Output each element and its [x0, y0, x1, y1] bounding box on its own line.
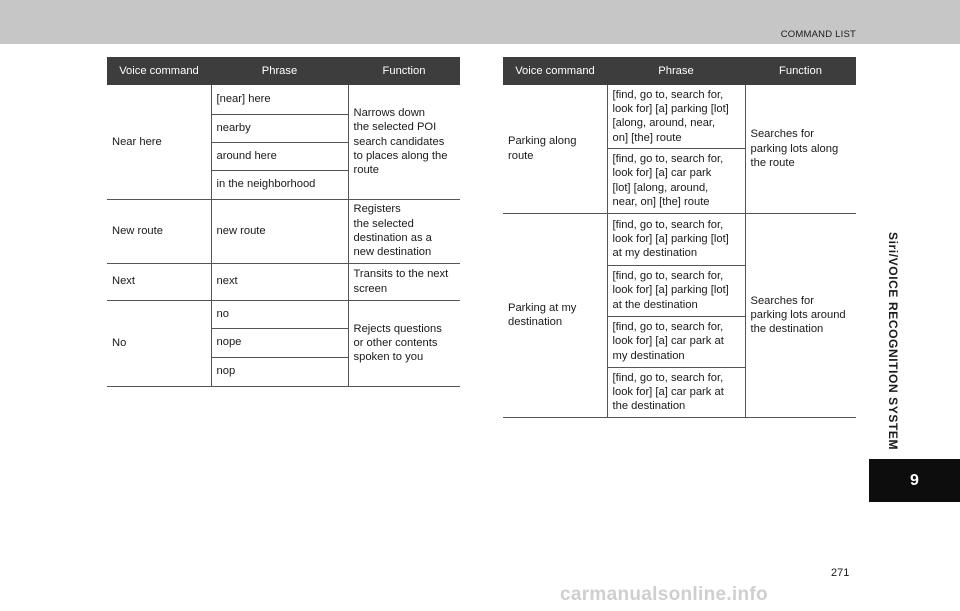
phrase-text: [find, go to, search for, look for] [a] parking [lot] at the destination [612, 270, 729, 311]
table-row [107, 199, 460, 263]
phrase-cell [211, 328, 348, 357]
table-header-row [503, 57, 856, 85]
command-no: No [112, 336, 127, 349]
table-row [503, 85, 856, 148]
column-header-function: Function [745, 57, 856, 85]
function-cell [348, 300, 460, 386]
phrase-cell [607, 265, 745, 316]
phrase-cell [211, 114, 348, 142]
column-header-phrase: Phrase [607, 57, 745, 85]
command-cell [107, 300, 211, 386]
function-text: Transits to the next screen [353, 268, 449, 295]
side-section-title-text: Siri/VOICE RECOGNITION SYSTEM [886, 232, 900, 451]
table-row [107, 300, 460, 328]
table-row [107, 263, 460, 300]
phrase-text: next [216, 275, 238, 288]
command-parking-along-route: Parking along route [508, 135, 577, 162]
function-text: Rejects questions or other contents spoken to you [353, 322, 442, 364]
phrase-cell [211, 263, 348, 300]
function-cell [348, 263, 460, 300]
function-text: Registers the selected destination as a new destination [353, 203, 432, 259]
phrase-text: [find, go to, search for, look for] [a] car park [lot] [along, around, near, on] [the] route [612, 152, 724, 208]
function-text: Searches for parking lots along the route [750, 128, 839, 169]
column-header-phrase: Phrase [211, 57, 348, 85]
phrase-text: [find, go to, search for, look for] [a] parking [lot] [along, around, near, on] [the] route [612, 88, 729, 144]
phrase-text: nearby [216, 121, 251, 134]
phrase-text: [find, go to, search for, look for] [a] car park at the destination [612, 371, 724, 413]
phrase-cell [607, 367, 745, 417]
phrase-text: [find, go to, search for, look for] [a] car park at my destination [612, 321, 724, 362]
command-new-route: New route [112, 224, 163, 237]
command-cell [107, 199, 211, 263]
phrase-text: nop [216, 365, 236, 378]
phrase-text: in the neighborhood [216, 178, 316, 191]
watermark: carmanualsonline.info [560, 584, 768, 605]
column-header-function: Function [348, 57, 460, 85]
function-text: Narrows down the selected POI search candidates to places along the route [353, 106, 448, 177]
phrase-cell [211, 170, 348, 199]
table-header-row [107, 57, 460, 85]
phrase-cell [607, 148, 745, 213]
table-row [107, 85, 460, 114]
phrase-cell [211, 300, 348, 328]
page-number: 271 [831, 567, 850, 579]
section-header: COMMAND LIST [780, 29, 856, 40]
command-next: Next [112, 275, 136, 288]
command-cell [107, 263, 211, 300]
command-table-left [107, 57, 460, 387]
phrase-text: [find, go to, search for, look for] [a] parking [lot] at my destination [612, 218, 729, 260]
function-cell [745, 213, 856, 417]
column-header-voice-command: Voice command [503, 57, 607, 85]
phrase-text: [near] here [216, 93, 271, 106]
phrase-cell [211, 357, 348, 386]
phrase-text: new route [216, 224, 266, 237]
phrase-text: around here [216, 149, 277, 162]
phrase-cell [211, 85, 348, 114]
function-cell [348, 199, 460, 263]
function-cell [348, 85, 460, 199]
phrase-cell [607, 213, 745, 265]
phrase-text: no [216, 307, 229, 320]
command-cell [503, 85, 607, 213]
phrase-cell [211, 199, 348, 263]
chapter-tab: 9 [869, 459, 960, 502]
command-near-here: Near here [112, 135, 162, 148]
command-parking-at-destination: Parking at my destination [508, 301, 577, 328]
function-text: Searches for parking lots around the destination [750, 294, 846, 336]
function-cell [745, 85, 856, 213]
table-row [503, 213, 856, 265]
command-cell [107, 85, 211, 199]
command-table-right [503, 57, 856, 418]
command-cell [503, 213, 607, 417]
phrase-cell [607, 85, 745, 148]
column-header-voice-command: Voice command [107, 57, 211, 85]
phrase-cell [211, 142, 348, 170]
phrase-cell [607, 316, 745, 367]
phrase-text: nope [216, 336, 242, 349]
